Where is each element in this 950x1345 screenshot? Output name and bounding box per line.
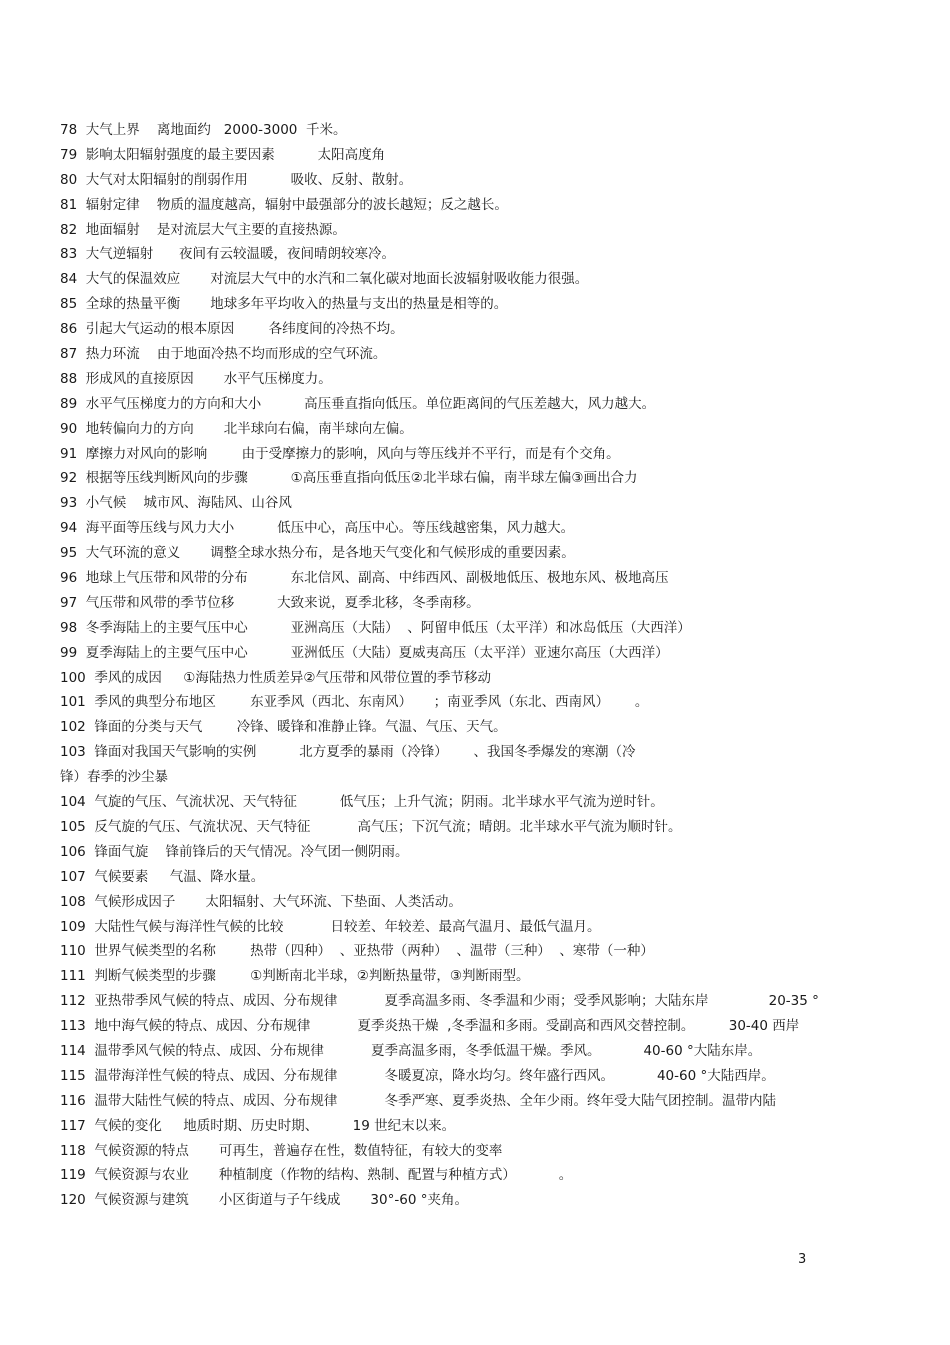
text-line: 105 反气旋的气压、气流状况、天气特征 高气压；下沉气流；晴朗。北半球水平气流为顺时针。 [60, 818, 682, 835]
text-line: 117 气候的变化 地质时期、历史时期、 19 世纪末以来。 [60, 1117, 456, 1134]
text-line: 79 影响太阳辐射强度的最主要因素 太阳高度角 [60, 146, 386, 163]
text-line: 78 大气上界 离地面约 2000-3000 千米。 [60, 122, 347, 138]
text-line: 99 夏季海陆上的主要气压中心 亚洲低压（大陆）夏威夷高压（太平洋）亚速尔高压（大西洋） [60, 644, 669, 661]
text-line: 86 引起大气运动的根本原因 各纬度间的冷热不均。 [60, 321, 404, 338]
text-line: 118 气候资源的特点 可再生，普遍存在性，数值特征，有较大的变率 [60, 1142, 503, 1159]
text-line: 97 气压带和风带的季节位移 大致来说，夏季北移，冬季南移。 [60, 594, 480, 611]
text-line: 82 地面辐射 是对流层大气主要的直接热源。 [60, 221, 346, 238]
text-line: 96 地球上气压带和风带的分布 东北信风、副高、中纬西风、副极地低压、极地东风、极地高压 [60, 570, 669, 587]
text-line: 116 温带大陆性气候的特点、成因、分布规律 冬季严寒、夏季炎热、全年少雨。终年受大陆气团控制。温带内陆 [60, 1092, 777, 1109]
text-line: 90 地转偏向力的方向 北半球向右偏，南半球向左偏。 [60, 420, 413, 437]
text-line: 107 气候要素 气温、降水量。 [60, 868, 265, 885]
text-block [60, 118, 880, 1213]
text-line: 109 大陆性气候与海洋性气候的比较 日较差、年较差、最高气温月、最低气温月。 [60, 918, 601, 935]
text-line: 92 根据等压线判断风向的步骤 ①高压垂直指向低压②北半球右偏，南半球左偏③画出合力 [60, 470, 638, 487]
text-line: 83 大气逆辐射 夜间有云较温暖，夜间晴朗较寒冷。 [60, 246, 396, 263]
text-line: 111 判断气候类型的步骤 ①判断南北半球，②判断热量带，③判断雨型。 [60, 968, 530, 985]
text-line: 104 气旋的气压、气流状况、天气特征 低气压；上升气流；阴雨。北半球水平气流为逆时针。 [60, 794, 664, 811]
text-line: 93 小气候 城市风、海陆风、山谷风 [60, 495, 292, 512]
text-line: 108 气候形成因子 太阳辐射、大气环流、下垫面、人类活动。 [60, 893, 462, 910]
text-line: 110 世界气候类型的名称 热带（四种） 、亚热带（两种） 、温带（三种） 、寒带（一种） [60, 943, 654, 960]
text-line: 91 摩擦力对风向的影响 由于受摩擦力的影响，风向与等压线并不平行，而是有个交角。 [60, 445, 620, 462]
text-line: 84 大气的保温效应 对流层大气中的水汽和二氧化碳对地面长波辐射吸收能力很强。 [60, 271, 589, 288]
text-line: 88 形成风的直接原因 水平气压梯度力。 [60, 370, 332, 387]
text-line: 95 大气环流的意义 调整全球水热分布，是各地天气变化和气候形成的重要因素。 [60, 545, 575, 562]
text-line: 94 海平面等压线与风力大小 低压中心，高压中心。等压线越密集，风力越大。 [60, 520, 575, 537]
text-line: 80 大气对太阳辐射的削弱作用 吸收、反射、散射。 [60, 171, 413, 188]
text-line: 89 水平气压梯度力的方向和大小 高压垂直指向低压。单位距离间的气压差越大，风力越大。 [60, 395, 656, 412]
text-line: 101 季风的典型分布地区 东亚季风（西北、东南风） ；南亚季风（东北、西南风） 。 [60, 694, 649, 711]
text-line: 112 亚热带季风气候的特点、成因、分布规律 夏季高温多雨、冬季温和少雨；受季风影响；大陆东岸 20-35 ° [60, 993, 819, 1010]
text-line: 114 温带季风气候的特点、成因、分布规律 夏季高温多雨，冬季低温干燥。季风。 40-60 °大陆东岸。 [60, 1042, 762, 1059]
text-line: 87 热力环流 由于地面冷热不均而形成的空气环流。 [60, 346, 387, 363]
text-line: 102 锋面的分类与天气 冷锋、暖锋和准静止锋。气温、气压、天气。 [60, 719, 507, 736]
text-line: 120 气候资源与建筑 小区街道与子午线成 30°-60 °夹角。 [60, 1192, 468, 1209]
text-line: 100 季风的成因 ①海陆热力性质差异②气压带和风带位置的季节移动 [60, 669, 492, 686]
text-line: 106 锋面气旋 锋前锋后的天气情况。冷气团一侧阴雨。 [60, 843, 409, 860]
text-line: 113 地中海气候的特点、成因、分布规律 夏季炎热干燥 ,冬季温和多雨。受副高和西风交替控制。 30-40 西岸 [60, 1018, 800, 1035]
text-line: 103 锋面对我国天气影响的实例 北方夏季的暴雨（冷锋） 、我国冬季爆发的寒潮（冷 [60, 744, 636, 761]
text-line: 81 辐射定律 物质的温度越高，辐射中最强部分的波长越短；反之越长。 [60, 196, 508, 213]
text-line: 98 冬季海陆上的主要气压中心 亚洲高压（大陆） 、阿留申低压（太平洋）和冰岛低压（大西洋） [60, 619, 691, 636]
text-line: 119 气候资源与农业 种植制度（作物的结构、熟制、配置与种植方式） 。 [60, 1167, 573, 1184]
text-line-continuation: 锋）春季的沙尘暴 [60, 769, 168, 786]
text-line: 115 温带海洋性气候的特点、成因、分布规律 冬暖夏凉，降水均匀。终年盛行西风。 40-60 °大陆西岸。 [60, 1067, 775, 1084]
text-line: 85 全球的热量平衡 地球多年平均收入的热量与支出的热量是相等的。 [60, 296, 508, 313]
page-number: 3 [798, 1252, 807, 1267]
